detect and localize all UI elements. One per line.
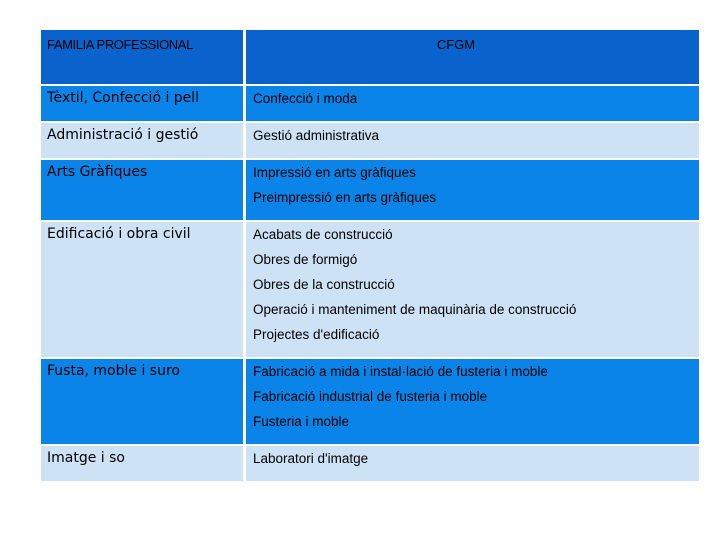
family-name: Edificació i obra civil [47, 226, 191, 242]
cycle-name: Obres de formigó [253, 252, 358, 267]
header-cfgm-label: CFGM [436, 37, 476, 52]
cycles-cell [246, 222, 699, 357]
cycle-name: Obres de la construcció [253, 277, 395, 292]
cycles-cell [246, 123, 699, 158]
cycle-name: Projectes d'edificació [253, 327, 380, 342]
family-cell [41, 160, 246, 220]
family-name: Arts Gràfiques [47, 164, 148, 180]
table-row [41, 359, 699, 446]
cycle-name: Laboratori d'imatge [253, 451, 369, 466]
family-cell [41, 123, 246, 158]
family-cell [41, 359, 246, 444]
table-row [41, 222, 699, 359]
cfgm-table [41, 30, 699, 483]
cycle-name: Fabricació a mida i instal·lació de fusteria i moble [253, 364, 548, 379]
table-row [41, 160, 699, 222]
table-header-row [41, 30, 699, 86]
cycle-name: Fusteria i moble [253, 414, 350, 429]
family-cell [41, 86, 246, 121]
family-name: Administració i gestió [47, 127, 199, 143]
family-cell [41, 222, 246, 357]
table-row [41, 123, 699, 160]
table-body [41, 86, 699, 483]
family-name: Fusta, moble i suro [47, 363, 180, 379]
cycle-name: Confecció i moda [253, 91, 358, 106]
cycle-name: Gestió administrativa [253, 128, 380, 143]
header-familia [41, 30, 246, 84]
cycles-cell [246, 446, 699, 481]
family-name: Tèxtil, Confecció i pell [47, 90, 200, 106]
header-familia-label: FAMILIA PROFESSIONAL [47, 37, 193, 52]
header-cfgm [246, 30, 699, 84]
table-row [41, 86, 699, 123]
cycle-name: Fabricació industrial de fusteria i moble [253, 389, 488, 404]
cycles-cell [246, 359, 699, 444]
cycle-name: Acabats de construcció [253, 227, 393, 242]
cycle-name: Preimpressió en arts gràfiques [253, 190, 437, 205]
cycles-cell [246, 86, 699, 121]
table-row [41, 446, 699, 483]
family-cell [41, 446, 246, 481]
cycle-name: Impressió en arts gràfiques [253, 165, 416, 180]
family-name: Imatge i so [47, 450, 125, 466]
cycle-name: Operació i manteniment de maquinària de construcció [253, 302, 577, 317]
cycles-cell [246, 160, 699, 220]
